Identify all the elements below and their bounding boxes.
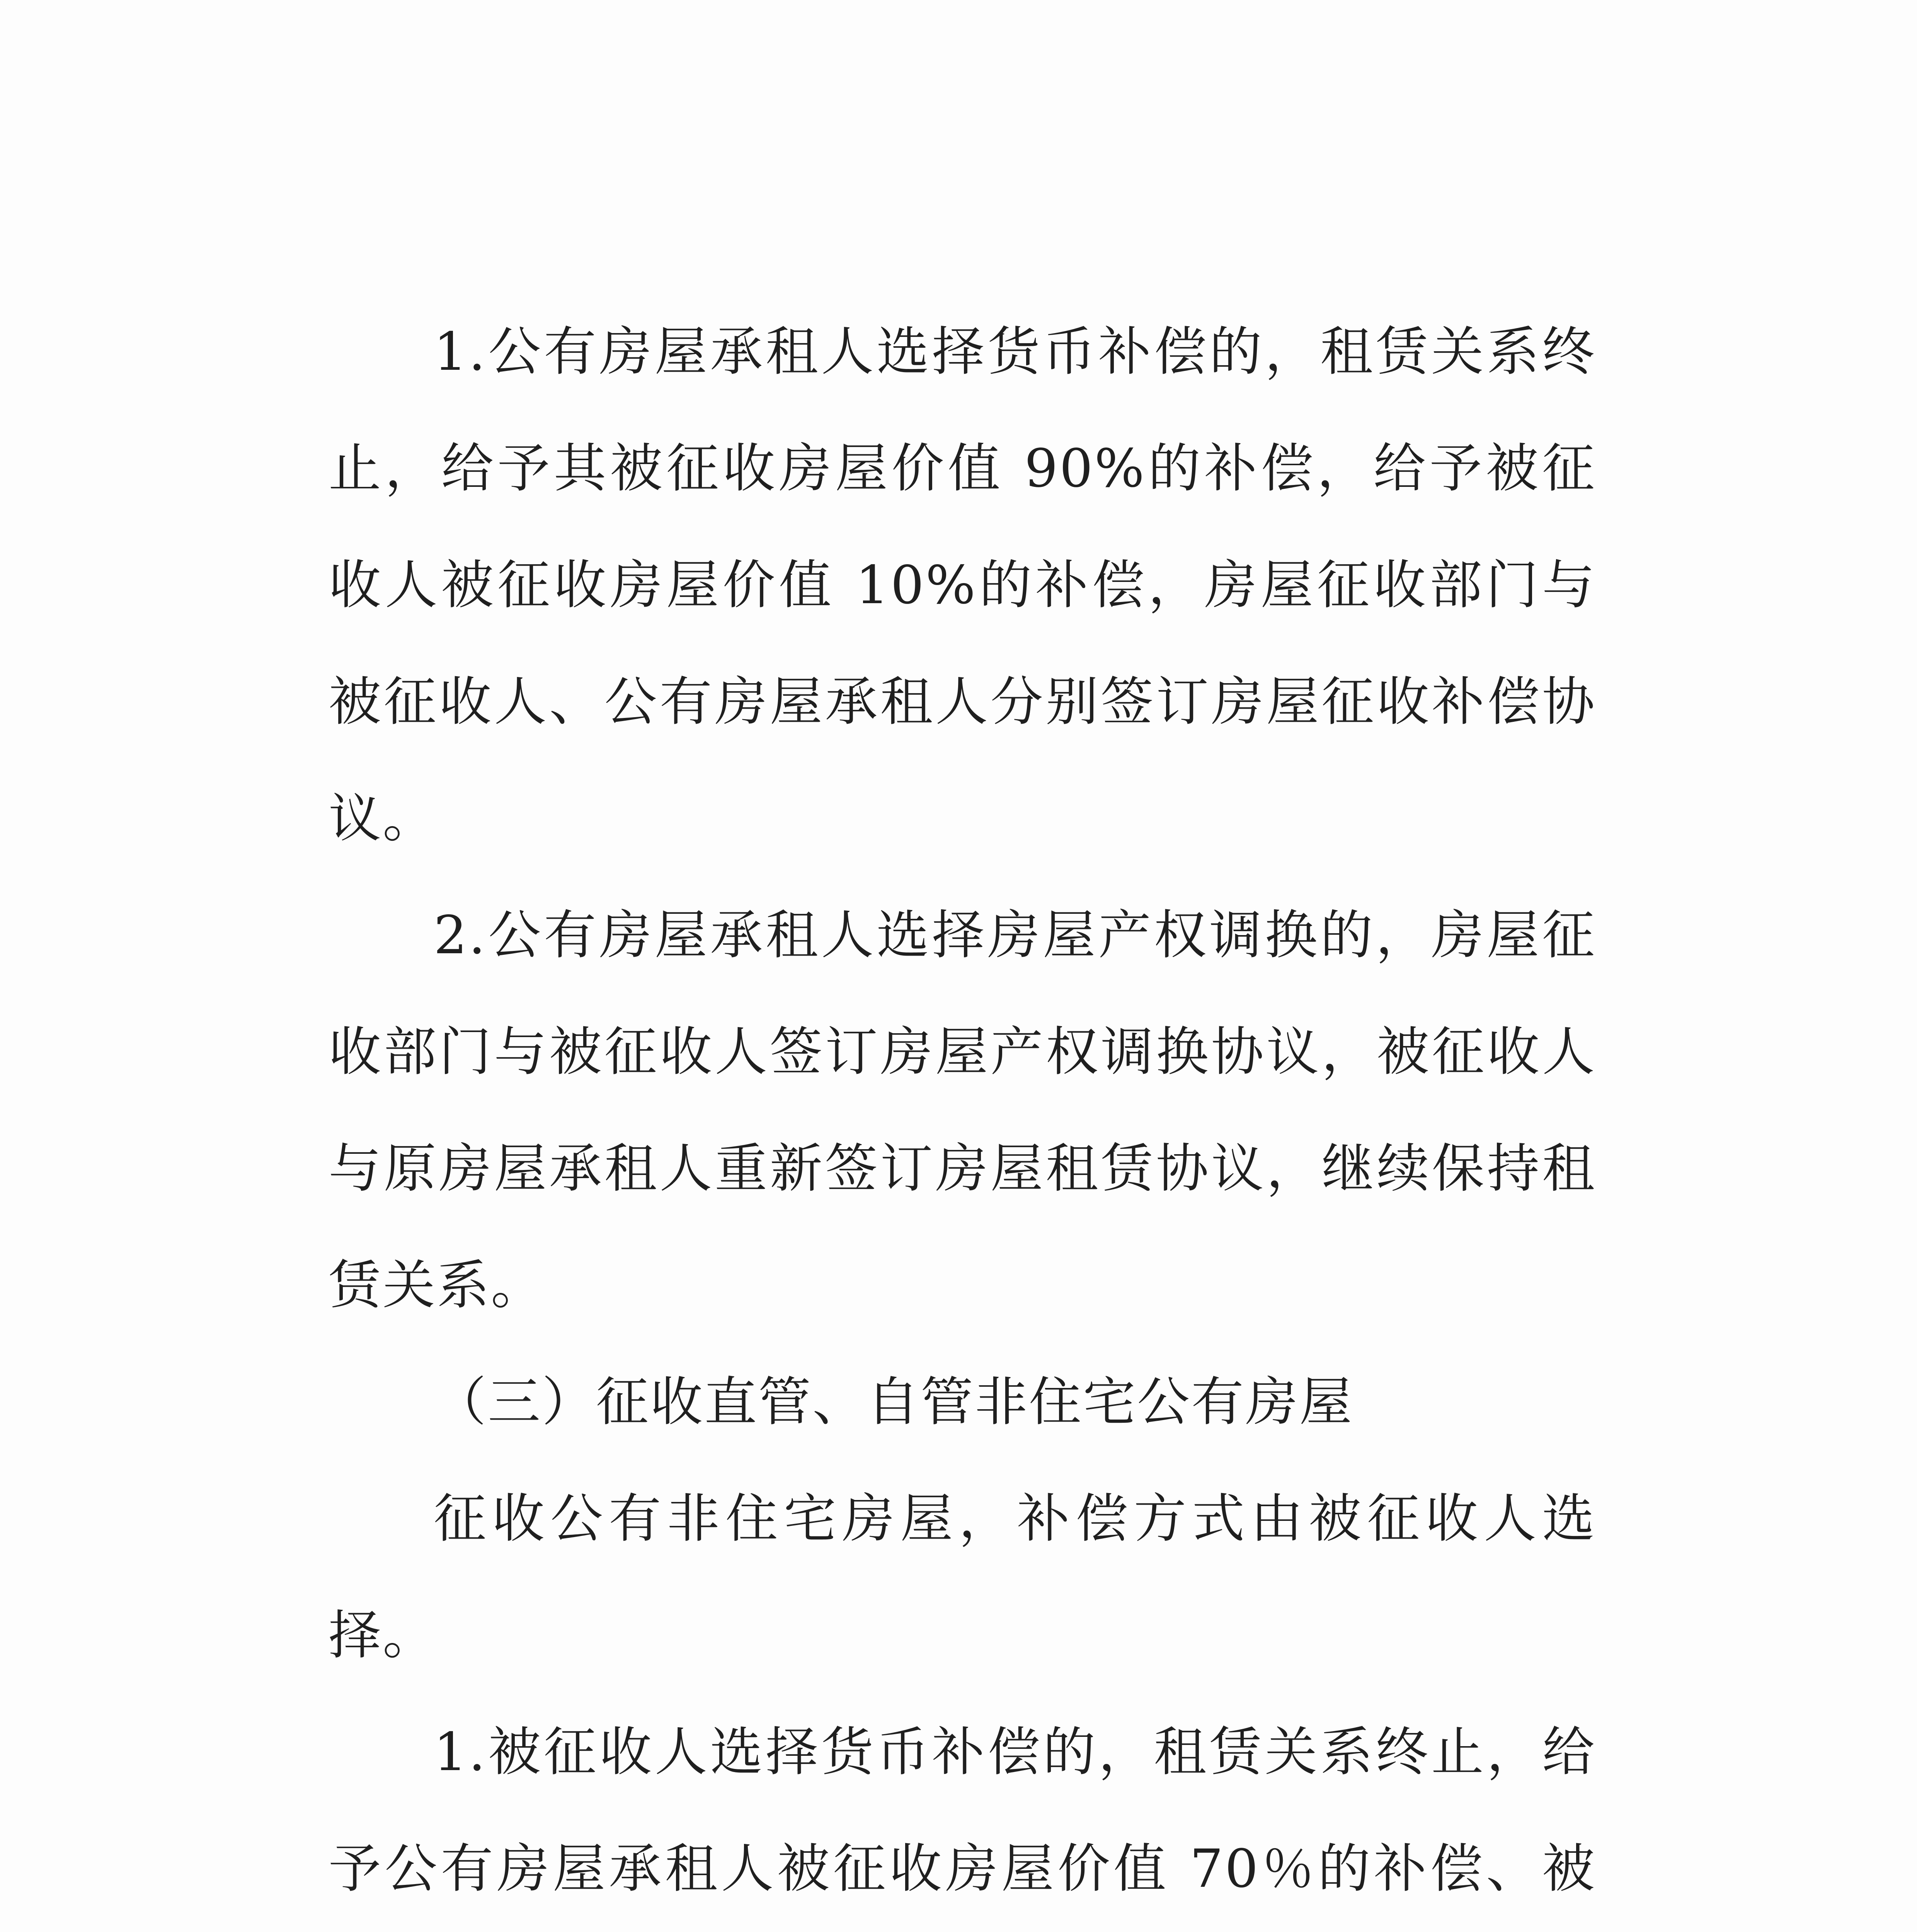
paragraph-4: 征收公有非住宅房屋，补偿方式由被征收人选择。 xyxy=(329,1488,1596,1666)
document-body xyxy=(329,294,1596,1932)
paragraph-1: 1.公有房屋承租人选择货币补偿的，租赁关系终止，给予其被征收房屋价值 90%的补偿，给予被征收人被征收房屋价值 10%的补偿，房屋征收部门与被征收人、公有房屋承租人分别签订房屋征收补偿协议。 xyxy=(329,321,1596,849)
paragraph-2: 2.公有房屋承租人选择房屋产权调换的，房屋征收部门与被征收人签订房屋产权调换协议，被征收人与原房屋承租人重新签订房屋租赁协议，继续保持租赁关系。 xyxy=(329,905,1596,1316)
section-heading-3: （三）征收直管、自管非住宅公有房屋 xyxy=(434,1372,1353,1433)
paragraph-5: 1.被征收人选择货币补偿的，租赁关系终止，给予公有房屋承租人被征收房屋价值 70％的补偿、被 xyxy=(329,1722,1596,1900)
